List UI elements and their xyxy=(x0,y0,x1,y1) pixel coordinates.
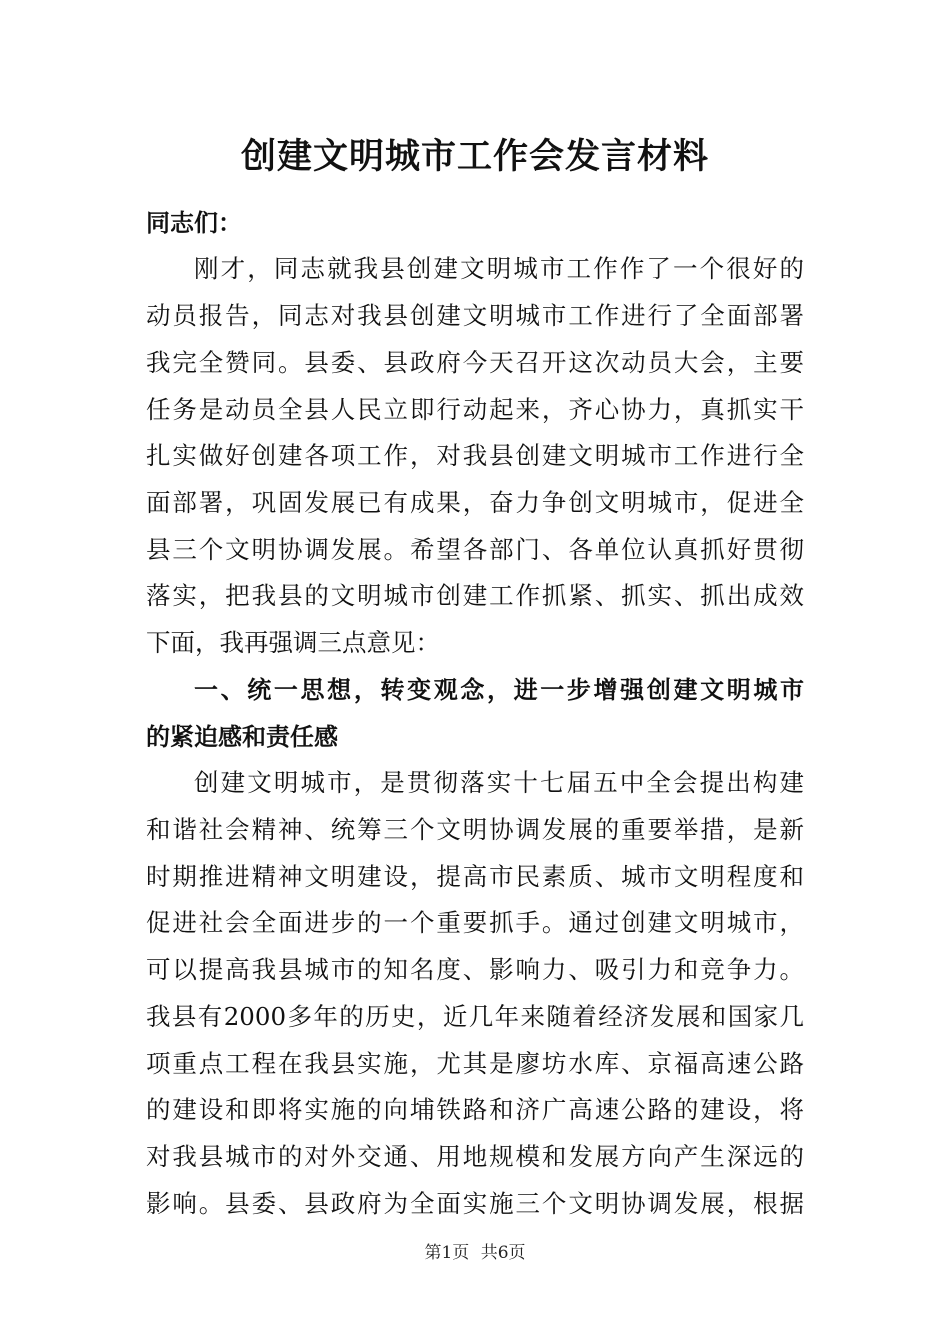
page-total: 共6页 xyxy=(480,1243,526,1263)
paragraph-line: 对我县城市的对外交通、用地规模和发展方向产生深远的 xyxy=(146,1142,804,1171)
paragraph-line: 下面，我再强调三点意见： xyxy=(146,628,440,657)
page-footer xyxy=(0,1240,950,1266)
paragraph-line: 可以提高我县城市的知名度、影响力、吸引力和竞争力。 xyxy=(146,955,804,984)
paragraph-line: 项重点工程在我县实施，尤其是廖坊水库、京福高速公路 xyxy=(146,1049,804,1078)
paragraph-line: 和谐社会精神、统筹三个文明协调发展的重要举措，是新 xyxy=(146,815,804,844)
paragraph-line: 刚才，同志就我县创建文明城市工作作了一个很好的 xyxy=(194,254,804,283)
paragraph-line: 扎实做好创建各项工作，对我县创建文明城市工作进行全 xyxy=(146,441,804,470)
paragraph-line: 时期推进精神文明建设，提高市民素质、城市文明程度和 xyxy=(146,862,804,891)
document-title: 创建文明城市工作会发言材料 xyxy=(240,136,709,177)
paragraph-line: 促进社会全面进步的一个重要抓手。通过创建文明城市， xyxy=(146,908,804,937)
paragraph-line: 落实，把我县的文明城市创建工作抓紧、抓实、抓出成效 xyxy=(146,581,804,610)
paragraph-line: 面部署，巩固发展已有成果，奋力争创文明城市，促进全 xyxy=(146,488,804,517)
paragraph-line: 任务是动员全县人民立即行动起来，齐心协力，真抓实干 xyxy=(146,395,804,424)
paragraph-line: 创建文明城市，是贯彻落实十七届五中全会提出构建 xyxy=(194,768,804,797)
paragraph-line: 影响。县委、县政府为全面实施三个文明协调发展，根据 xyxy=(146,1189,804,1218)
salutation: 同志们： xyxy=(146,209,242,237)
paragraph-line: 我完全赞同。县委、县政府今天召开这次动员大会，主要 xyxy=(146,348,804,377)
page-number: 第1页 xyxy=(424,1243,470,1263)
section-heading-continued: 的紧迫感和责任感 xyxy=(146,723,338,751)
section-heading: 一、统一思想，转变观念，进一步增强创建文明城市 xyxy=(194,676,804,704)
paragraph-line: 的建设和即将实施的向埔铁路和济广高速公路的建设，将 xyxy=(146,1095,804,1124)
paragraph-line: 我县有2000多年的历史，近几年来随着经济发展和国家几 xyxy=(146,1002,804,1031)
paragraph-line: 动员报告，同志对我县创建文明城市工作进行了全面部署 xyxy=(146,301,804,330)
paragraph-line: 县三个文明协调发展。希望各部门、各单位认真抓好贯彻 xyxy=(146,535,804,564)
